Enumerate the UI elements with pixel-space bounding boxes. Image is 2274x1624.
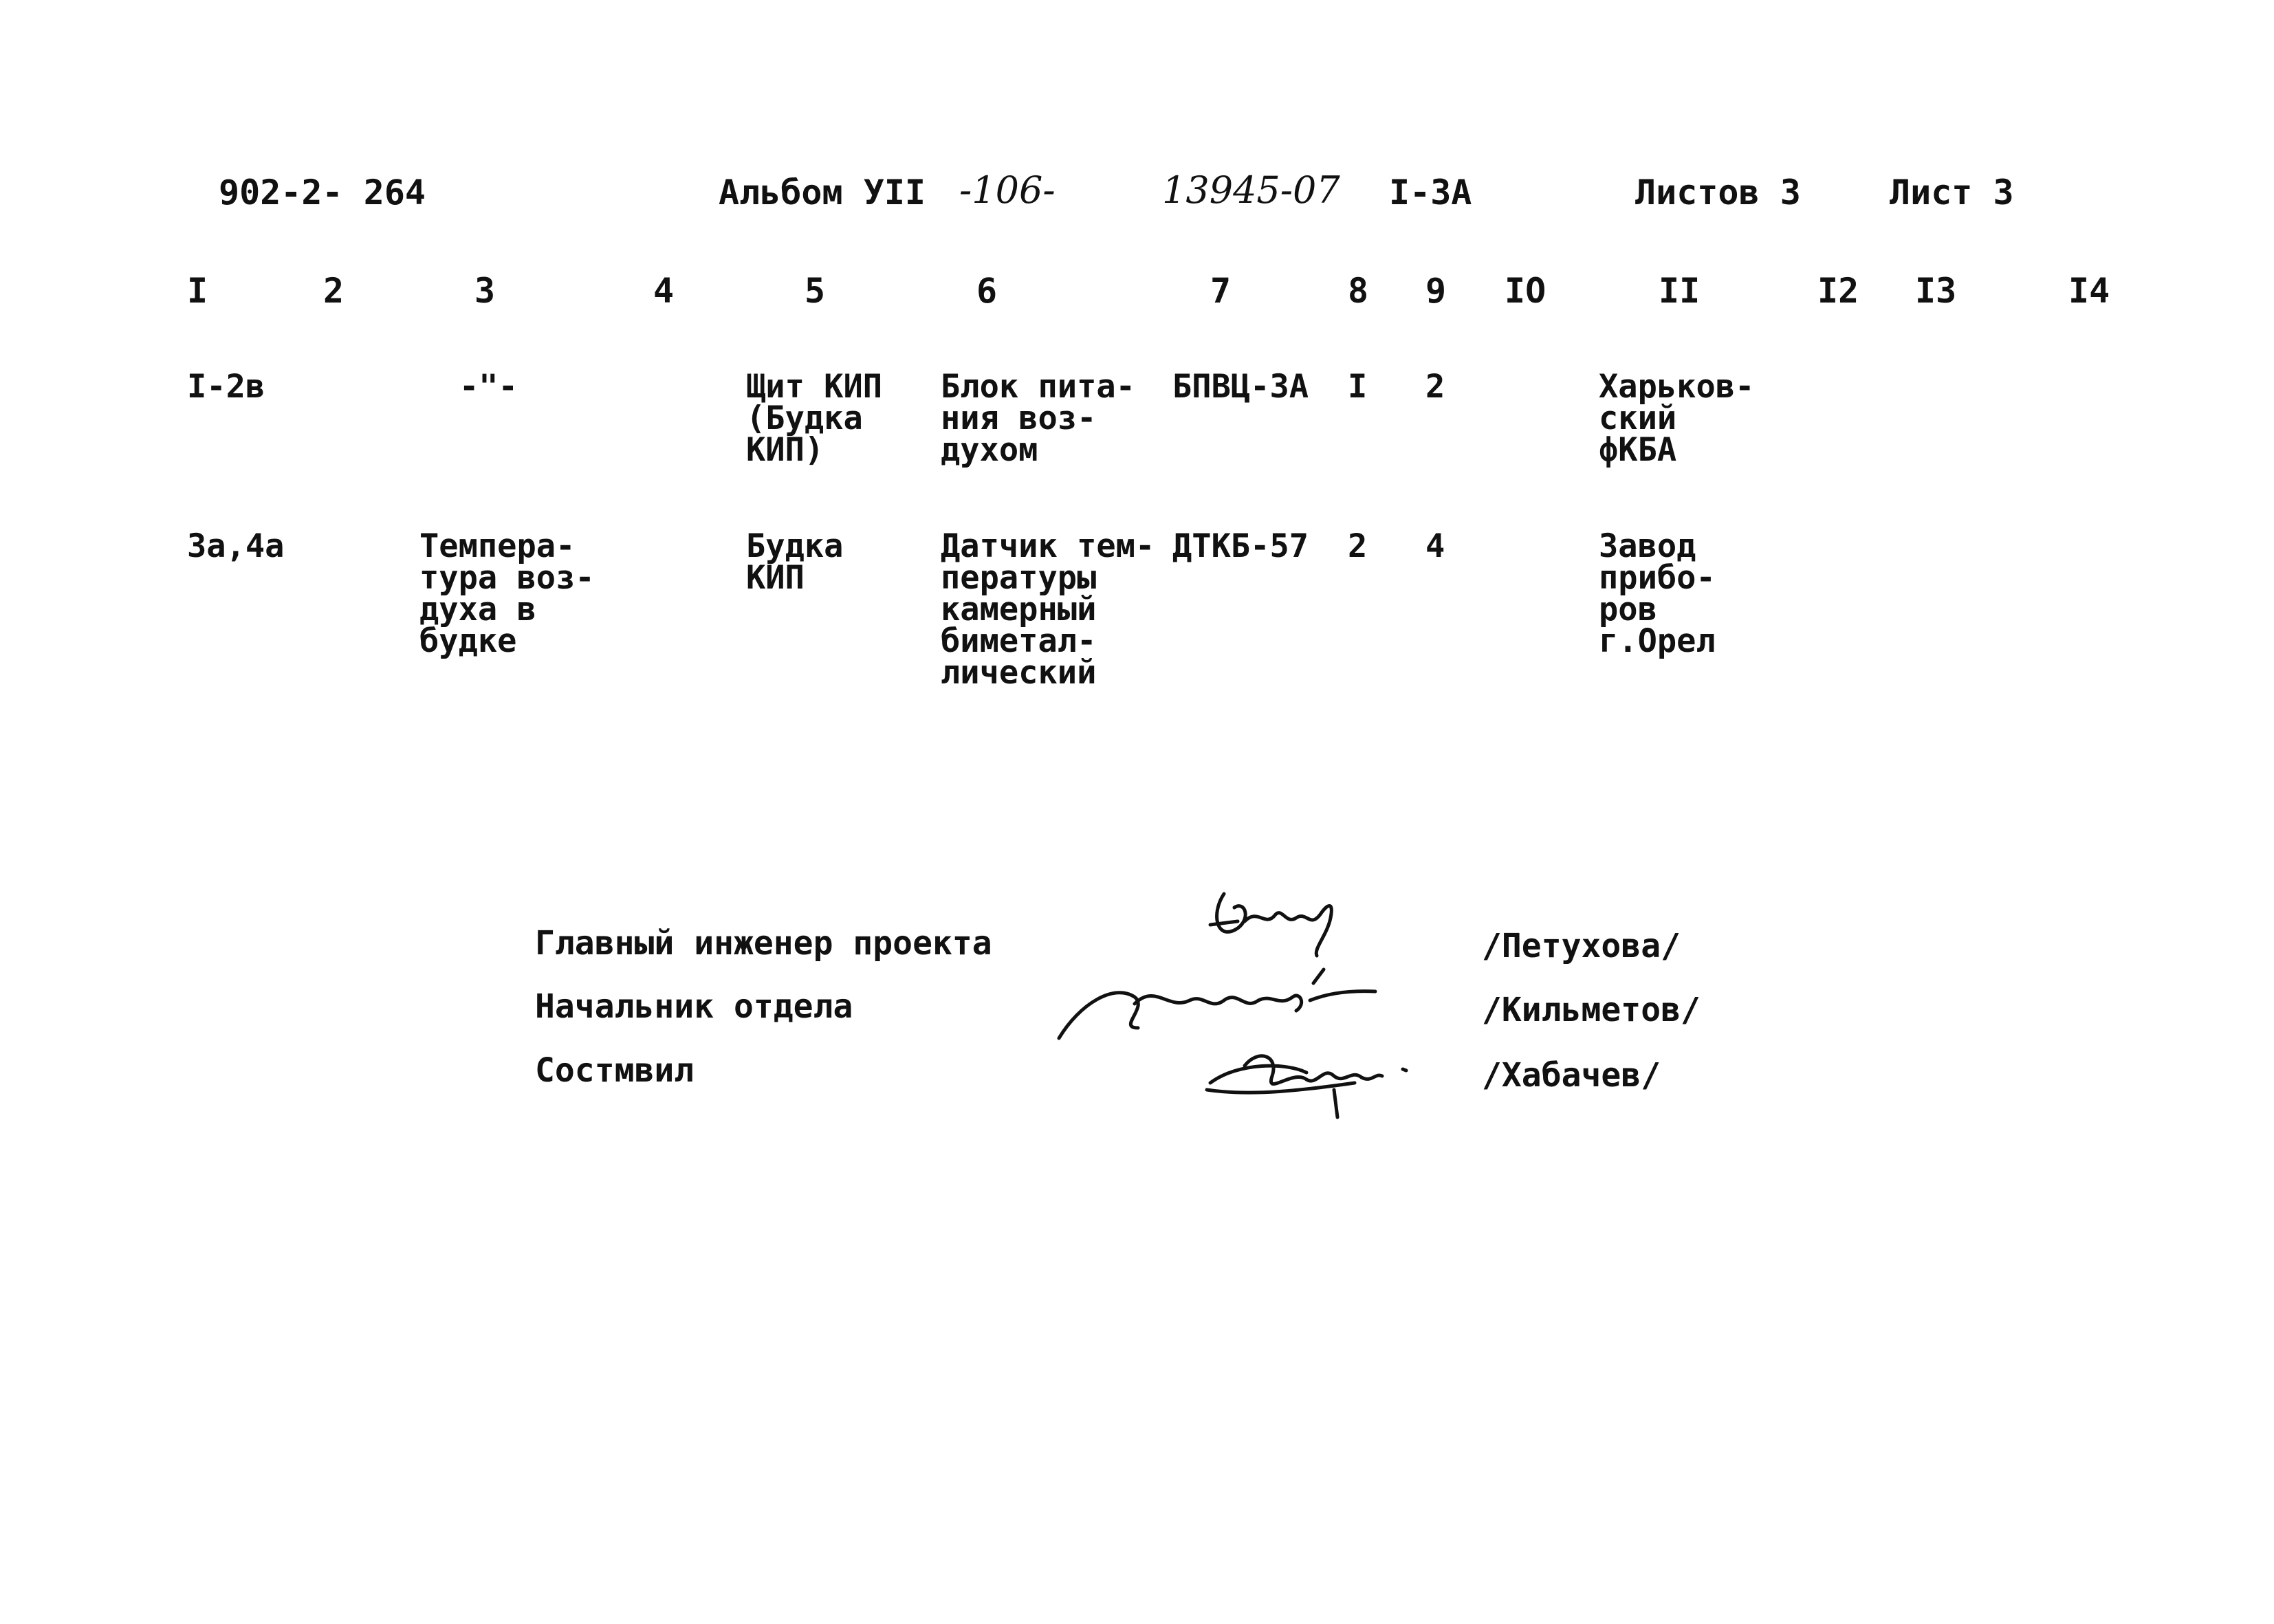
- table-cell-device-name: Блок пита- ния воз- духом: [941, 368, 1135, 469]
- column-number: IO: [1505, 271, 1546, 311]
- table-cell-device-type: ДТКБ-57: [1172, 527, 1309, 565]
- inventory-number: 13945-07: [1162, 168, 1340, 212]
- table-cell-quantity-total: 4: [1425, 527, 1445, 565]
- sheet-number: Лист 3: [1890, 173, 2014, 212]
- column-number: I2: [1817, 271, 1859, 311]
- table-cell-device-type: БПВЦ-ЗА: [1172, 368, 1309, 406]
- table-cell-device-name: Датчик тем- пературы камерный биметал- лический: [941, 527, 1155, 692]
- column-number: 2: [323, 271, 345, 311]
- sheet-reference: I-ЗА: [1389, 173, 1472, 212]
- table-cell-quantity: 2: [1348, 527, 1368, 565]
- table-cell-position: I-2в: [187, 368, 265, 406]
- column-number: 9: [1425, 271, 1447, 311]
- column-number: 4: [653, 271, 675, 311]
- doc-code: 902-2- 264: [219, 173, 426, 212]
- column-number: 5: [805, 271, 826, 311]
- column-number: 8: [1348, 271, 1369, 311]
- signer-name: /Кильметов/: [1482, 991, 1701, 1029]
- signature-chief-engineer: [1196, 880, 1362, 969]
- column-number: 3: [474, 271, 496, 311]
- signature-compiler: [1196, 1042, 1430, 1124]
- column-number: I: [187, 271, 208, 311]
- table-cell-manufacturer: Харьков- ский фКБА: [1599, 368, 1755, 469]
- table-cell-quantity-total: 2: [1425, 368, 1445, 406]
- table-cell-location: Будка КИП: [746, 527, 844, 597]
- column-number: I3: [1915, 271, 1957, 311]
- table-cell-position: 3а,4а: [187, 527, 285, 565]
- column-number: II: [1659, 271, 1701, 311]
- table-cell-location: Щит КИП (Будка КИП): [746, 368, 883, 469]
- album-label: Альбом УII: [719, 173, 926, 212]
- page-number: -106-: [959, 168, 1056, 212]
- column-number: 6: [976, 271, 998, 311]
- sheets-total: Листов 3: [1635, 173, 1801, 212]
- table-cell-manufacturer: Завод прибо- ров г.Орел: [1599, 527, 1716, 660]
- signer-name: /Хабачев/: [1482, 1056, 1661, 1095]
- table-cell-quantity: I: [1348, 368, 1368, 406]
- table-cell-parameter: Темпера- тура воз- духа в будке: [419, 527, 595, 660]
- table-cell-parameter: -"-: [459, 368, 518, 406]
- signature-role: Начальник отдела: [535, 987, 853, 1026]
- column-number: 7: [1210, 271, 1232, 311]
- signature-department-head: [1052, 963, 1389, 1052]
- signer-name: /Петухова/: [1482, 927, 1681, 965]
- signature-role: Состмвил: [535, 1051, 695, 1090]
- signature-role: Главный инженер проекта: [535, 924, 992, 963]
- column-number: I4: [2068, 271, 2110, 311]
